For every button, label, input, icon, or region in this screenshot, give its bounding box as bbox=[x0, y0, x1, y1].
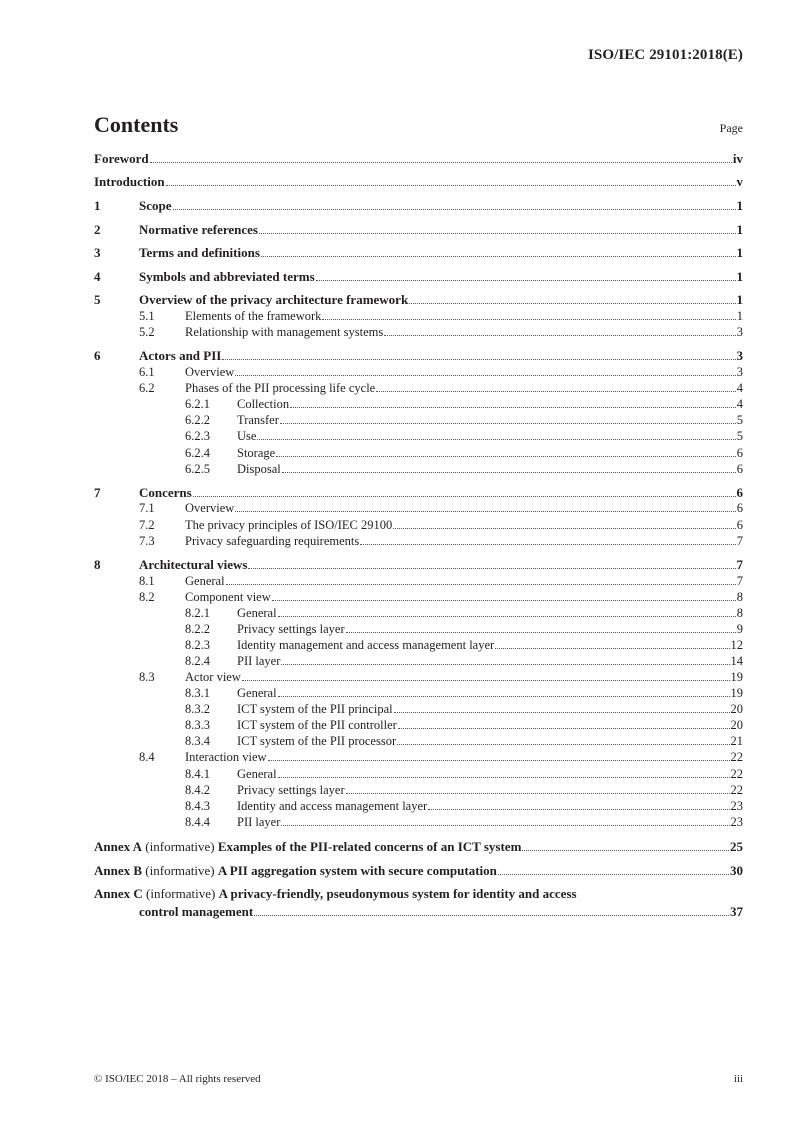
dot-leader bbox=[257, 439, 735, 440]
dot-leader bbox=[384, 335, 736, 336]
toc-entry-number: 8.2.2 bbox=[185, 622, 210, 636]
toc-entry-number: 5.2 bbox=[139, 325, 155, 339]
toc-entry-page: 6 bbox=[736, 518, 743, 532]
toc-annex-entry[interactable] bbox=[94, 839, 743, 855]
toc-entry-number: 2 bbox=[94, 222, 101, 237]
dot-leader bbox=[235, 375, 735, 376]
toc-entry-number: 8.3.4 bbox=[185, 734, 210, 748]
toc-entry-number: 7 bbox=[94, 485, 101, 500]
toc-entry-number: 8.3 bbox=[139, 670, 155, 684]
toc-entry-label: Normative references bbox=[139, 222, 258, 237]
dot-leader bbox=[278, 777, 730, 778]
toc-entry[interactable] bbox=[94, 557, 743, 573]
toc-entry[interactable] bbox=[94, 783, 743, 798]
dot-leader bbox=[290, 407, 736, 408]
dot-leader bbox=[278, 616, 736, 617]
contents-title: Contents bbox=[94, 112, 179, 137]
annex-type: (informative) bbox=[146, 886, 216, 901]
toc-entry-number: 8.3.3 bbox=[185, 718, 210, 732]
dot-leader bbox=[398, 728, 730, 729]
toc-entry-label: Introduction bbox=[94, 174, 165, 189]
toc-entry-label: General bbox=[237, 606, 277, 620]
toc-entry[interactable] bbox=[94, 365, 743, 380]
toc-entry-number: 6.2.4 bbox=[185, 446, 210, 460]
dot-leader bbox=[346, 793, 730, 794]
toc-entry-label: Collection bbox=[237, 397, 290, 411]
toc-entry[interactable] bbox=[94, 381, 743, 396]
dot-leader bbox=[376, 391, 736, 392]
toc-entry-page: 19 bbox=[730, 686, 743, 700]
page-column-label: Page bbox=[719, 121, 743, 135]
toc-entry-page: 23 bbox=[730, 799, 743, 813]
dot-leader bbox=[346, 632, 736, 633]
toc-entry-label: General bbox=[237, 767, 277, 781]
toc-entry[interactable] bbox=[94, 518, 743, 533]
toc-entry[interactable] bbox=[94, 606, 743, 621]
toc-entry-label: PII layer bbox=[237, 654, 281, 668]
toc-entry-number: 7.1 bbox=[139, 501, 155, 515]
toc-entry[interactable] bbox=[94, 750, 743, 765]
toc-entry-page: 22 bbox=[730, 767, 743, 781]
dot-leader bbox=[193, 496, 736, 497]
toc-entry-number: 1 bbox=[94, 198, 101, 213]
toc-entry-page: v bbox=[736, 174, 743, 189]
toc-entry-page: 8 bbox=[736, 606, 743, 620]
toc-entry-label: Storage bbox=[237, 446, 276, 460]
toc-entry-page: 22 bbox=[730, 783, 743, 797]
toc-annex-entry[interactable] bbox=[94, 886, 743, 920]
toc-entry[interactable] bbox=[94, 174, 743, 190]
annex-id: Annex A bbox=[94, 839, 143, 854]
toc-entry-label: General bbox=[185, 574, 225, 588]
toc-entry-page: 8 bbox=[736, 590, 743, 604]
toc-entry[interactable] bbox=[94, 309, 743, 324]
dot-leader bbox=[522, 850, 729, 851]
annex-page: 37 bbox=[730, 904, 743, 919]
dot-leader bbox=[393, 528, 736, 529]
dot-leader bbox=[498, 874, 729, 875]
toc-entry[interactable] bbox=[94, 245, 743, 261]
toc-entry-label: ICT system of the PII controller bbox=[237, 718, 397, 732]
toc-entry[interactable] bbox=[94, 446, 743, 461]
toc-entry-label: Identity and access management layer bbox=[237, 799, 428, 813]
toc-entry-label: Interaction view bbox=[185, 750, 267, 764]
toc-entry-number: 7.2 bbox=[139, 518, 155, 532]
toc-entry-label: ICT system of the PII principal bbox=[237, 702, 393, 716]
toc-entry-page: iv bbox=[732, 151, 743, 166]
annex-title-continued: control management bbox=[139, 904, 254, 919]
toc-entry-label: Overview bbox=[185, 365, 235, 379]
toc-entry-page: 6 bbox=[736, 501, 743, 515]
toc-entry-number: 6.2.3 bbox=[185, 429, 210, 443]
toc-entry[interactable] bbox=[94, 269, 743, 285]
toc-entry-page: 7 bbox=[736, 557, 743, 572]
toc-entry-number: 5 bbox=[94, 292, 101, 307]
dot-leader bbox=[276, 456, 736, 457]
toc-entry-label: Relationship with management systems bbox=[185, 325, 384, 339]
toc-entry[interactable] bbox=[94, 622, 743, 637]
annex-title: Examples of the PII-related concerns of an ICT system bbox=[217, 839, 522, 854]
toc-entry-number: 6 bbox=[94, 348, 101, 363]
toc-entry-number: 7.3 bbox=[139, 534, 155, 548]
toc-entry-page: 1 bbox=[736, 198, 743, 213]
dot-leader bbox=[166, 185, 736, 186]
toc-entry-page: 6 bbox=[736, 485, 743, 500]
toc-entry-page: 21 bbox=[730, 734, 743, 748]
toc-entry-label: Overview bbox=[185, 501, 235, 515]
toc-entry[interactable] bbox=[94, 222, 743, 238]
toc-entry-number: 6.2.2 bbox=[185, 413, 210, 427]
toc-entry-page: 1 bbox=[736, 222, 743, 237]
toc-entry-page: 14 bbox=[730, 654, 743, 668]
toc-entry-number: 5.1 bbox=[139, 309, 155, 323]
toc-entry-page: 5 bbox=[736, 413, 743, 427]
annex-title: A privacy-friendly, pseudonymous system for identity and access bbox=[218, 886, 577, 901]
toc-entry-number: 8.4.4 bbox=[185, 815, 210, 829]
toc-entry-label: Actor view bbox=[185, 670, 241, 684]
dot-leader bbox=[259, 233, 736, 234]
toc-entry-page: 22 bbox=[730, 750, 743, 764]
toc-entry-label: General bbox=[237, 686, 277, 700]
toc-entry-number: 6.2.5 bbox=[185, 462, 210, 476]
toc-entry-number: 8.4.3 bbox=[185, 799, 210, 813]
toc-entry[interactable] bbox=[94, 198, 743, 214]
dot-leader bbox=[235, 511, 735, 512]
toc-entry[interactable] bbox=[94, 638, 743, 653]
annex-type: (informative) bbox=[145, 839, 215, 854]
dot-leader bbox=[226, 584, 736, 585]
toc-entry[interactable] bbox=[94, 654, 743, 669]
toc-entry-page: 1 bbox=[736, 245, 743, 260]
dot-leader bbox=[282, 472, 736, 473]
toc-entry-page: 23 bbox=[730, 815, 743, 829]
toc-entry-page: 1 bbox=[736, 269, 743, 284]
toc-entry-page: 7 bbox=[736, 534, 743, 548]
toc-entry-number: 8.1 bbox=[139, 574, 155, 588]
document-id: ISO/IEC 29101:2018(E) bbox=[587, 47, 743, 63]
toc-entry-number: 3 bbox=[94, 245, 101, 260]
toc-entry-label: Symbols and abbreviated terms bbox=[139, 269, 315, 284]
toc-entry-number: 8 bbox=[94, 557, 101, 572]
toc-entry-page: 3 bbox=[736, 365, 743, 379]
toc-entry-number: 8.4 bbox=[139, 750, 155, 764]
toc-entry-label: Phases of the PII processing life cycle bbox=[185, 381, 376, 395]
dot-leader bbox=[242, 680, 730, 681]
toc-entry[interactable] bbox=[94, 413, 743, 428]
toc-entry[interactable] bbox=[94, 574, 743, 589]
dot-leader bbox=[261, 256, 736, 257]
dot-leader bbox=[322, 319, 735, 320]
toc-entry-page: 9 bbox=[736, 622, 743, 636]
page-number: iii bbox=[733, 1073, 743, 1085]
toc-entry-label: Overview of the privacy architecture framework bbox=[139, 292, 409, 307]
toc-entry-number: 6.2 bbox=[139, 381, 155, 395]
dot-leader bbox=[397, 744, 729, 745]
toc-entry-page: 20 bbox=[730, 702, 743, 716]
toc-entry-page: 4 bbox=[736, 381, 743, 395]
dot-leader bbox=[173, 209, 736, 210]
dot-leader bbox=[272, 600, 736, 601]
page-footer bbox=[94, 1073, 743, 1085]
toc-entry-label: Privacy settings layer bbox=[237, 783, 345, 797]
annex-page: 30 bbox=[730, 863, 743, 878]
toc-entry-number: 6.2.1 bbox=[185, 397, 210, 411]
annex-type: (informative) bbox=[145, 863, 215, 878]
toc-entry-label: The privacy principles of ISO/IEC 29100 bbox=[185, 518, 393, 532]
toc-entry-label: Disposal bbox=[237, 462, 281, 476]
toc-entry-label: Component view bbox=[185, 590, 271, 604]
annex-id: Annex B bbox=[94, 863, 143, 878]
toc-entry-label: PII layer bbox=[237, 815, 281, 829]
toc-entry[interactable] bbox=[94, 702, 743, 717]
toc-entry-label: Identity management and access management layer bbox=[237, 638, 495, 652]
toc-entry-label: Use bbox=[237, 429, 257, 443]
toc-entry-label: Terms and definitions bbox=[139, 245, 260, 260]
toc-entry-label: Actors and PII bbox=[139, 348, 222, 363]
toc-entry-label: Privacy safeguarding requirements bbox=[185, 534, 360, 548]
toc-entry[interactable] bbox=[94, 799, 743, 814]
dot-leader bbox=[281, 664, 729, 665]
contents-heading-row bbox=[94, 112, 743, 138]
annex-id: Annex C bbox=[94, 886, 143, 901]
toc-entry-page: 5 bbox=[736, 429, 743, 443]
dot-leader bbox=[428, 809, 729, 810]
toc-entry-number: 8.2.1 bbox=[185, 606, 210, 620]
dot-leader bbox=[360, 544, 736, 545]
annex-title: A PII aggregation system with secure computation bbox=[217, 863, 497, 878]
toc-entry-number: 8.2.4 bbox=[185, 654, 210, 668]
toc-entry[interactable] bbox=[94, 767, 743, 782]
toc-entry[interactable] bbox=[94, 590, 743, 605]
toc-entry-page: 12 bbox=[730, 638, 743, 652]
toc-entry-label: ICT system of the PII processor bbox=[237, 734, 397, 748]
toc-entry-number: 4 bbox=[94, 269, 101, 284]
toc-entry[interactable] bbox=[94, 292, 743, 308]
toc-entry-page: 3 bbox=[736, 348, 743, 363]
toc-entry-page: 4 bbox=[736, 397, 743, 411]
toc-entry-page: 3 bbox=[736, 325, 743, 339]
toc-entry[interactable] bbox=[94, 686, 743, 701]
dot-leader bbox=[394, 712, 730, 713]
toc-entry[interactable] bbox=[94, 534, 743, 549]
dot-leader bbox=[495, 648, 729, 649]
toc-entry-number: 8.4.2 bbox=[185, 783, 210, 797]
toc-entry-page: 6 bbox=[736, 462, 743, 476]
dot-leader bbox=[280, 423, 736, 424]
toc-entry[interactable] bbox=[94, 325, 743, 340]
toc-entry[interactable] bbox=[94, 670, 743, 685]
toc-entry[interactable] bbox=[94, 734, 743, 749]
toc-entry-label: Elements of the framework bbox=[185, 309, 322, 323]
dot-leader bbox=[278, 696, 730, 697]
toc-entry-page: 1 bbox=[736, 292, 743, 307]
toc-entry[interactable] bbox=[94, 501, 743, 516]
toc-entry-page: 6 bbox=[736, 446, 743, 460]
toc-annex-entry[interactable] bbox=[94, 863, 743, 879]
dot-leader bbox=[409, 303, 735, 304]
dot-leader bbox=[268, 760, 730, 761]
toc-entry[interactable] bbox=[94, 397, 743, 412]
toc-entry-label: Foreword bbox=[94, 151, 149, 166]
toc-entry-number: 6.1 bbox=[139, 365, 155, 379]
toc-entry-page: 7 bbox=[736, 574, 743, 588]
copyright-notice: © ISO/IEC 2018 – All rights reserved bbox=[94, 1073, 261, 1085]
toc-entry-number: 8.3.1 bbox=[185, 686, 210, 700]
dot-leader bbox=[222, 359, 735, 360]
dot-leader bbox=[281, 825, 729, 826]
toc-entry-label: Transfer bbox=[237, 413, 279, 427]
toc-entry-label: Scope bbox=[139, 198, 172, 213]
toc-entry[interactable] bbox=[94, 348, 743, 364]
toc-entry-label: Privacy settings layer bbox=[237, 622, 345, 636]
toc-entry-number: 8.4.1 bbox=[185, 767, 210, 781]
toc-entry-label: Architectural views bbox=[139, 557, 248, 572]
toc-entry[interactable] bbox=[94, 815, 743, 830]
toc-entry[interactable] bbox=[94, 462, 743, 477]
toc-entry[interactable] bbox=[94, 718, 743, 733]
toc-entry-page: 1 bbox=[736, 309, 743, 323]
dot-leader bbox=[316, 280, 736, 281]
dot-leader bbox=[254, 915, 729, 916]
toc-entry-page: 20 bbox=[730, 718, 743, 732]
dot-leader bbox=[248, 568, 735, 569]
toc-entry[interactable] bbox=[94, 485, 743, 501]
toc-entry[interactable] bbox=[94, 429, 743, 444]
annex-page: 25 bbox=[730, 839, 743, 854]
toc-entry[interactable] bbox=[94, 151, 743, 167]
toc-entry-number: 8.2.3 bbox=[185, 638, 210, 652]
dot-leader bbox=[150, 162, 732, 163]
toc-entry-label: Concerns bbox=[139, 485, 192, 500]
toc-entry-page: 19 bbox=[730, 670, 743, 684]
toc-entry-number: 8.2 bbox=[139, 590, 155, 604]
toc-entry-number: 8.3.2 bbox=[185, 702, 210, 716]
